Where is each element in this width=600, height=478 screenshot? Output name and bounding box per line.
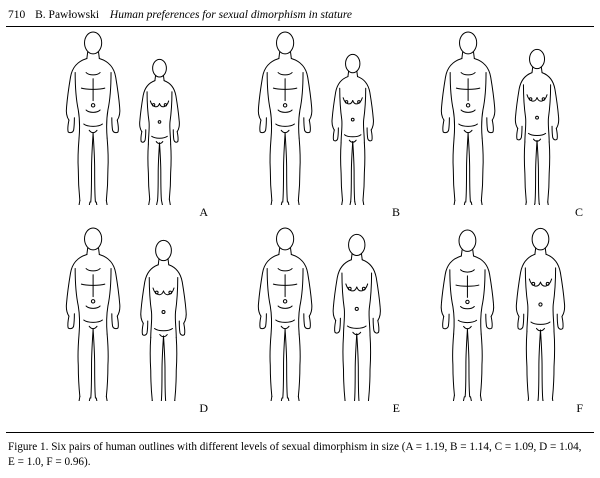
male-outline [258, 32, 311, 205]
panel-label-d: D [199, 401, 208, 415]
panel-c-figures [415, 30, 600, 205]
figure-panel-b [232, 30, 422, 220]
female-outline [333, 234, 380, 401]
female-outline [515, 49, 558, 205]
male-outline [258, 228, 311, 401]
running-head-author: B. Pawłowski [35, 9, 100, 21]
panel-f-svg [415, 226, 600, 401]
figure-caption: Figure 1. Six pairs of human outlines with different levels of sexual dimorphism in size (A = 1.19, B = 1.14, C = 1.09, D = 1.04, E = 1.0, F = 0.96). [8, 441, 582, 468]
figure-panels [0, 30, 600, 430]
panel-label-a: A [199, 205, 208, 219]
figure-panel-c [415, 30, 600, 220]
page-number: 710 [8, 9, 26, 21]
panel-d-svg [40, 226, 230, 401]
running-head [8, 8, 592, 22]
panel-a-svg [40, 30, 230, 205]
panel-f-figures [415, 226, 600, 401]
male-outline [66, 228, 119, 401]
female-outline [332, 54, 373, 205]
panel-c-svg [415, 30, 600, 205]
panel-label-f: F [576, 401, 583, 415]
panel-label-e: E [392, 401, 400, 415]
panel-b-figures [232, 30, 422, 205]
panel-e-svg [232, 226, 422, 401]
footer-rule [6, 432, 594, 433]
female-outline [516, 228, 564, 401]
panel-label-c: C [574, 205, 583, 219]
panel-label-b: B [391, 205, 400, 219]
male-outline [441, 230, 493, 401]
female-outline [140, 59, 180, 205]
figure-panel-f [415, 226, 600, 416]
running-head-title: Human preferences for sexual dimorphism in stature [109, 9, 353, 21]
panel-e-figures [232, 226, 422, 401]
panel-d-figures [40, 226, 230, 401]
male-outline [441, 32, 494, 205]
header-rule [6, 26, 594, 27]
panel-b-svg [232, 30, 422, 205]
female-outline [141, 240, 186, 401]
figure-panel-d [40, 226, 230, 416]
panel-a-figures [40, 30, 230, 205]
male-outline [66, 32, 119, 205]
figure-panel-a [40, 30, 230, 220]
figure-panel-e [232, 226, 422, 416]
